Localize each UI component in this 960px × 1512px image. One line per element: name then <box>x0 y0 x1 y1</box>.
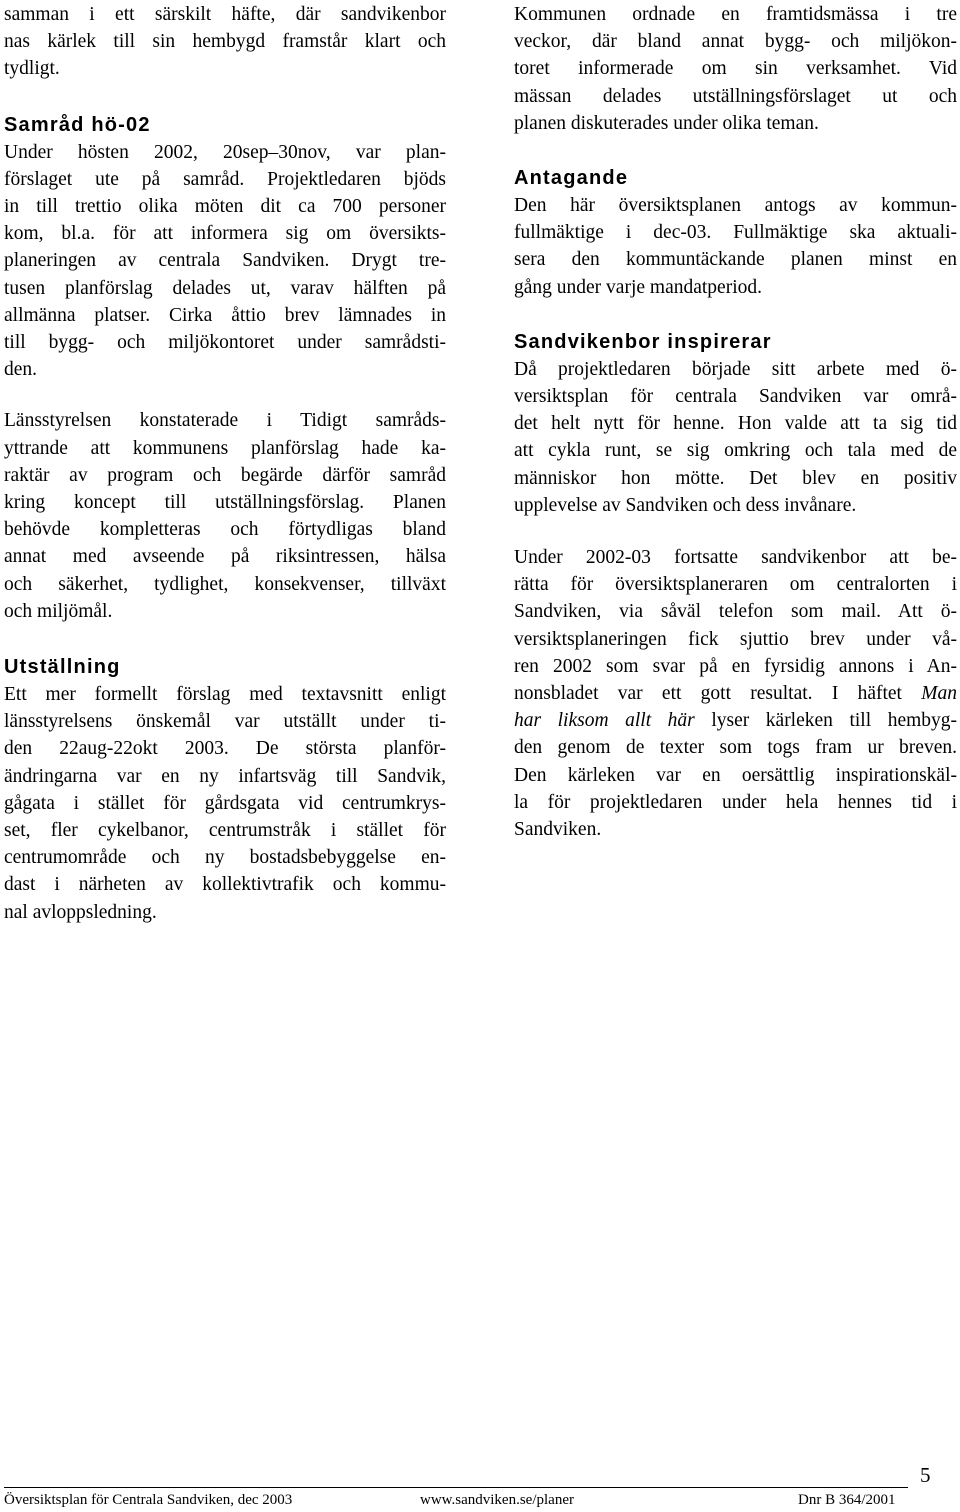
footer-divider <box>4 1487 908 1488</box>
section-heading-antagande: Antagande <box>514 167 629 190</box>
text-line: Sandviken. <box>514 819 602 841</box>
text-line: gågata i stället för gårdsgata vid centrumkrys- <box>4 792 446 814</box>
text-segment: nonsbladet var ett gott resultat. I häftet <box>514 683 902 705</box>
text-line: kom, bl.a. för att informera sig om översikts- <box>4 223 446 245</box>
section-heading-sandvikenbor-inspirerar: Sandvikenbor inspirerar <box>514 330 772 353</box>
text-line: dast i närheten av kollektivtrafik och kommu- <box>4 874 446 896</box>
text-line: den. <box>4 359 38 381</box>
text-line: planen diskuterades under olika teman. <box>514 112 819 134</box>
section-heading-samrad: Samråd hö-02 <box>4 113 151 136</box>
text-line: Då projektledaren började sitt arbete med ö- <box>514 358 957 380</box>
text-line <box>514 707 957 734</box>
text-line: versiktsplaneringen fick sjuttio brev under vå- <box>514 628 957 650</box>
text-line: behövde kompletteras och förtydligas bland <box>4 519 446 541</box>
text-line: rätta för översiktsplaneraren om centralorten i <box>514 574 957 596</box>
text-line: versiktsplan för centrala Sandviken var områ- <box>514 386 957 408</box>
utstallning-paragraph <box>4 681 446 926</box>
text-line: tusen planförslag delades ut, varav hälften på <box>4 277 446 299</box>
text-line: Den här översiktsplanen antogs av kommun- <box>514 195 957 217</box>
lansstyrelsen-paragraph <box>4 407 446 625</box>
text-line: sera den kommuntäckande planen minst en <box>514 249 957 271</box>
inspirerar-paragraph <box>514 356 957 519</box>
text-line: yttrande att kommunens planförslag hade ka- <box>4 437 446 459</box>
right-column <box>514 0 957 843</box>
text-line: Under hösten 2002, 20sep–30nov, var plan- <box>4 141 446 163</box>
text-line: kring koncept till utställningsförslag. Planen <box>4 492 446 514</box>
intro-paragraph <box>4 1 446 83</box>
section-heading-utstallning: Utställning <box>4 656 121 679</box>
text-line: till bygg- och miljökontoret under samrådsti- <box>4 332 446 354</box>
text-line: att cykla runt, se sig omkring och tala med de <box>514 440 957 462</box>
text-segment: lyser kärleken till hembyg- <box>711 710 958 732</box>
text-line <box>514 680 957 707</box>
text-line: ren 2002 som svar på en fyrsidig annons i An- <box>514 655 957 677</box>
text-line: tydligt. <box>4 58 60 80</box>
footer-website: www.sandviken.se/planer <box>420 1492 574 1508</box>
text-line: planeringen av centrala Sandviken. Drygt tre- <box>4 250 446 272</box>
footer-reference-number: Dnr B 364/2001 <box>798 1492 896 1508</box>
text-line: det helt nytt för henne. Hon valde att ta sig tid <box>514 413 957 435</box>
text-line: ändringarna var en ny infartsväg till Sandvik, <box>4 765 446 787</box>
text-line: allmänna platser. Cirka åttio brev lämnades in <box>4 304 446 326</box>
text-line: och miljömål. <box>4 600 113 622</box>
text-line: samman i ett särskilt häfte, där sandvikenbor <box>4 4 446 25</box>
text-line: länsstyrelsens önskemål var utställt under ti- <box>4 711 446 733</box>
text-line: och säkerhet, tydlighet, konsekvenser, tillväxt <box>4 573 446 595</box>
text-line: människor hon mötte. Det blev en positiv <box>514 467 957 489</box>
text-line: gång under varje mandatperiod. <box>514 276 762 298</box>
text-line: Sandviken, via såväl telefon som mail. Att ö- <box>514 601 957 623</box>
text-line: veckor, där bland annat bygg- och miljökon- <box>514 31 957 53</box>
antagande-paragraph <box>514 192 957 301</box>
text-line: Kommunen ordnade en framtidsmässa i tre <box>514 4 957 25</box>
text-line: mässan delades utställningsförslaget ut och <box>514 85 957 107</box>
text-line: toret informerade om sin verksamhet. Vid <box>514 58 957 80</box>
text-line: centrumområde och ny bostadsbebyggelse en- <box>4 847 446 869</box>
text-line: Ett mer formellt förslag med textavsnitt enligt <box>4 684 446 706</box>
text-line: Under 2002-03 fortsatte sandvikenbor att be- <box>514 547 957 569</box>
text-line: la för projektledaren under hela hennes tid i <box>514 791 957 813</box>
text-line: upplevelse av Sandviken och dess invånare. <box>514 494 857 516</box>
text-line: Den kärleken var en oersättlig inspirationskäl- <box>514 764 957 786</box>
text-line: nas kärlek till sin hembygd framstår klart och <box>4 31 446 53</box>
text-line: set, fler cykelbanor, centrumstråk i stället för <box>4 820 446 842</box>
text-line: fullmäktige i dec-03. Fullmäktige ska aktuali- <box>514 222 957 244</box>
booklet-title-part: Man <box>921 683 958 705</box>
footer-document-title: Översiktsplan för Centrala Sandviken, dec 2003 <box>4 1492 293 1508</box>
under-2002-03-paragraph <box>514 544 957 843</box>
text-line: annat med avseende på riksintressen, hälsa <box>4 546 446 568</box>
left-column <box>4 0 446 926</box>
text-line: nal avloppsledning. <box>4 901 157 923</box>
text-line: den genom de texter som togs fram ur breven. <box>514 737 957 759</box>
text-line: in till trettio olika möten dit ca 700 personer <box>4 196 446 218</box>
text-line: den 22aug-22okt 2003. De största planför- <box>4 738 446 760</box>
text-line: förslaget ute på samråd. Projektledaren bjöds <box>4 168 446 190</box>
intro-paragraph <box>514 1 957 137</box>
booklet-title-part: har liksom allt här <box>514 710 695 732</box>
samrad-paragraph <box>4 139 446 384</box>
page-number: 5 <box>920 1463 931 1487</box>
text-line: Länsstyrelsen konstaterade i Tidigt samråds- <box>4 410 446 432</box>
text-line: raktär av program och begärde därför samråd <box>4 464 446 486</box>
